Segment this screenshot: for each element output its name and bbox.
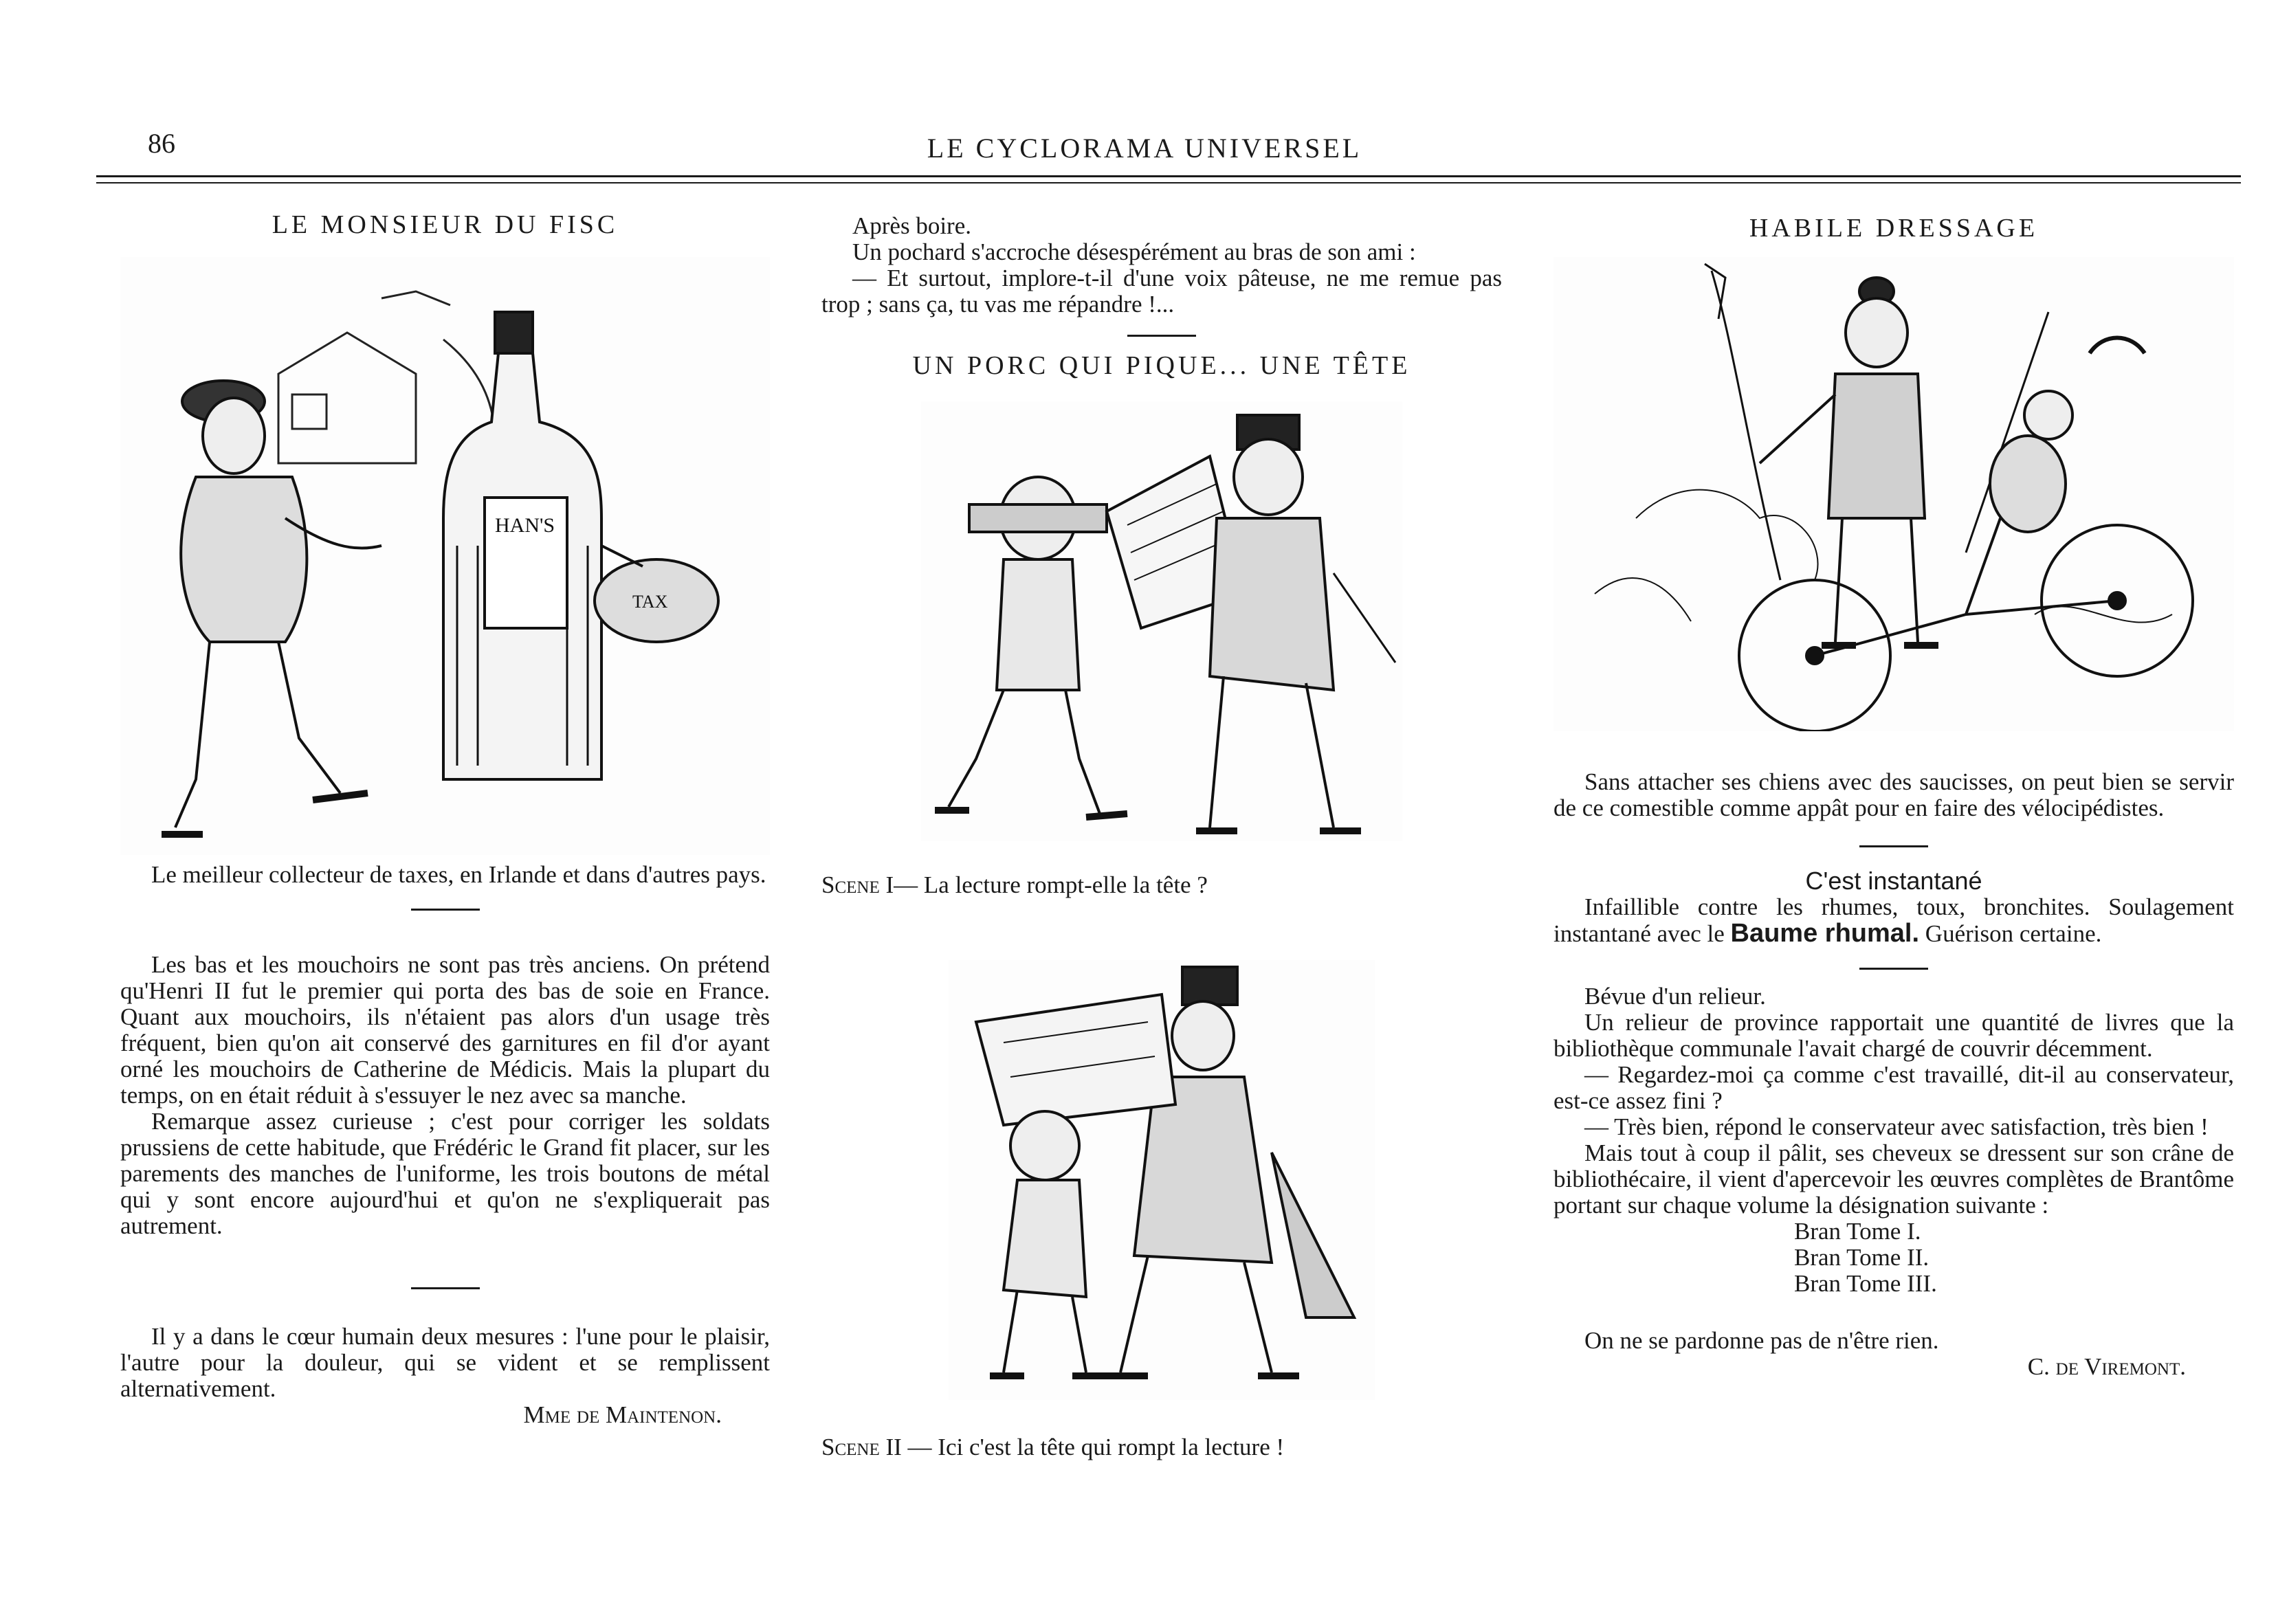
separator [1127, 335, 1196, 337]
middle-column [821, 196, 1502, 1460]
tax-bag-label: TAX [632, 592, 668, 612]
anecdote-intro: Après boire. [852, 212, 972, 239]
ad-text [1553, 894, 2234, 947]
scene-2-caption [821, 1434, 1502, 1460]
maxim: On ne se pardonne pas de n'être rien. [1584, 1327, 1939, 1354]
bottle-label: HAN'S [495, 514, 555, 537]
story-paragraph-1: Un relieur de province rapportait une quantité de livres que la bibliothèque communale l'avait chargé de couvrir décemment. [1553, 1009, 2234, 1062]
tax-collector-caption: Le meilleur collecteur de taxes, en Irlande et dans d'autres pays. [151, 861, 766, 888]
page-number: 86 [148, 128, 175, 159]
scene-2-text: — Ici c'est la tête qui rompt la lecture ! [907, 1434, 1285, 1460]
scene-1-text: — La lecture rompt-elle la tête ? [894, 871, 1208, 898]
scene-1-caption [821, 872, 1502, 898]
maxim-signature: C. de Viremont. [2027, 1353, 2186, 1380]
anecdote-line-2: — Et surtout, implore-t-il d'une voix pâteuse, ne me remue pas trop ; sans ça, tu vas me répandre !... [821, 265, 1502, 318]
separator [411, 1287, 480, 1289]
separator [1859, 845, 1928, 847]
scene-2-illustration [949, 960, 1375, 1400]
scene-1-label: Scene I [821, 871, 894, 898]
separator [1859, 968, 1928, 970]
story-paragraph-3: — Très bien, répond le conservateur avec satisfaction, très bien ! [1584, 1113, 2209, 1140]
middle-article-title: UN PORC QUI PIQUE... UNE TÊTE [912, 351, 1411, 380]
tome-line: Bran Tome III. [1794, 1270, 1937, 1297]
anecdote-line-1: Un pochard s'accroche désespérément au bras de son ami : [852, 238, 1416, 265]
tome-line: Bran Tome II. [1794, 1244, 1929, 1271]
tax-collector-illustration [120, 257, 770, 855]
story-paragraph-4: Mais tout à coup il pâlit, ses cheveux se dressent sur son crâne de bibliothécaire, il vient d'apercevoir les œuvres complètes de Brantôme portant sur chaque volume la désignation suivante : [1553, 1139, 2234, 1219]
story-paragraph-2: — Regardez-moi ça comme c'est travaillé, dit-il au conservateur, est-ce assez fini ? [1553, 1061, 2234, 1114]
ad-text-after: Guérison certaine. [1919, 920, 2102, 947]
ad-product-name: Baume rhumal. [1730, 919, 1920, 948]
right-column [1553, 196, 2234, 1380]
scene-1-illustration [921, 401, 1402, 841]
bicycle-training-illustration [1553, 257, 2234, 731]
running-title: LE CYCLORAMA UNIVERSEL [927, 133, 1362, 164]
story-title: Bévue d'un relieur. [1584, 983, 1766, 1010]
header-rule [96, 175, 2241, 177]
maintenon-signature: Mme de Maintenon. [523, 1401, 722, 1428]
bicycle-caption: Sans attacher ses chiens avec des saucisses, on peut bien se servir de ce comestible comme appât pour en faire des vélocipédistes. [1553, 768, 2234, 821]
ad-text-before: Infaillible contre les rhumes, toux, bronchites. Soulagement instantané avec le [1553, 893, 2234, 947]
ad-title: C'est instantané [1805, 867, 1982, 895]
maintenon-quote: Il y a dans le cœur humain deux mesures : l'une pour le plaisir, l'autre pour la douleur, qui se vident et se remplissent alternativement. [120, 1323, 770, 1402]
scene-2-label: Scene II [821, 1434, 902, 1460]
separator [411, 909, 480, 911]
tome-line: Bran Tome I. [1794, 1218, 1921, 1245]
prussian-buttons-paragraph: Remarque assez curieuse ; c'est pour corriger les soldats prussiens de cette habitude, que Frédéric le Grand fit placer, sur les parements des manches de l'uniforme, les trois boutons de métal qui y sont encore aujourd'hui et qu'on ne s'expliquerait pas autrement. [120, 1108, 770, 1239]
right-article-title: HABILE DRESSAGE [1749, 214, 2039, 243]
header-rule-thin [96, 182, 2241, 183]
left-column [120, 196, 770, 1428]
handkerchief-paragraph: Les bas et les mouchoirs ne sont pas très anciens. On prétend qu'Henri II fut le premier qui porta des bas de soie en France. Quant aux mouchoirs, ils n'étaient pas alors d'un usage très fréquent, bien qu'on ait conservé des garnitures en fil d'or ayant orné les mouchoirs de Catherine de Médicis. Mais la plupart du temps, on en était réduit à s'essuyer le nez avec sa manche. [120, 951, 770, 1109]
tome-list [1553, 1219, 2234, 1297]
left-article-title: LE MONSIEUR DU FISC [272, 210, 619, 239]
